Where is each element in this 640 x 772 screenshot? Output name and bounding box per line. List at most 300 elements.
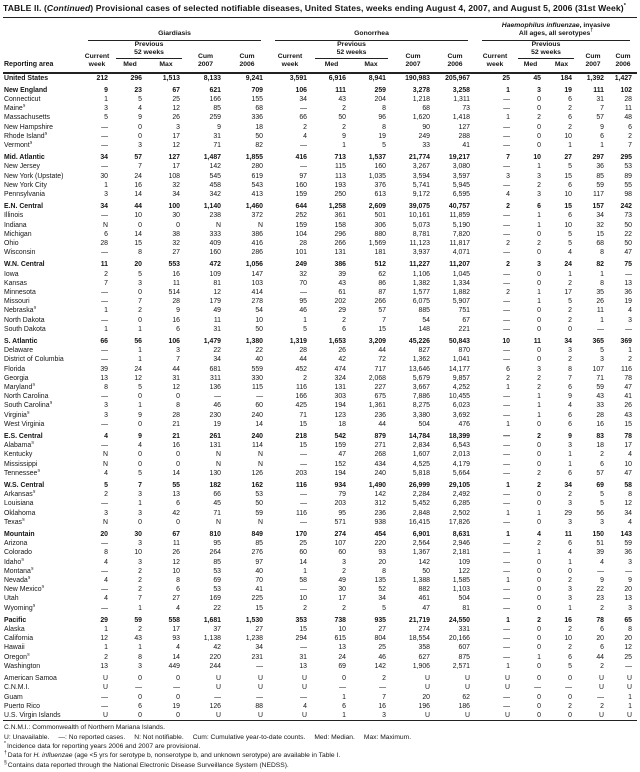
value-cell: 2	[568, 105, 572, 113]
reporting-area-cell: Mountain	[4, 531, 35, 539]
value-cell: 5	[104, 482, 108, 490]
value-cell: N	[258, 460, 263, 468]
value-cell: 288	[458, 132, 470, 140]
reporting-area-cell: Utah	[4, 595, 19, 603]
value-cell: 181	[374, 249, 386, 257]
value-cell: 158	[334, 221, 346, 229]
reporting-area-cell: West Virginia	[4, 420, 45, 428]
value-cell: 170	[295, 531, 307, 539]
value-cell: 11	[100, 261, 108, 269]
table-row	[3, 594, 637, 603]
value-cell: 2	[138, 307, 142, 315]
value-cell: 31	[299, 653, 307, 661]
reporting-area-cell: Idaho§	[4, 557, 24, 566]
value-cell: 11,817	[449, 239, 470, 247]
value-cell: 8,133	[203, 74, 221, 82]
value-cell: 8	[176, 577, 180, 585]
reporting-area-cell: Florida	[4, 365, 26, 373]
reporting-area-cell: Wyoming§	[4, 603, 36, 612]
value-cell: 571	[334, 518, 346, 526]
value-cell: —	[101, 249, 108, 257]
value-cell: 0	[537, 325, 541, 333]
value-cell: 2	[342, 123, 346, 131]
value-cell: 2,181	[452, 549, 470, 557]
reporting-area-cell: Connecticut	[4, 95, 41, 103]
weeks52-label: 52 weeks	[134, 48, 164, 56]
reporting-area-cell: C.N.M.I.	[4, 684, 30, 692]
value-cell: 49	[213, 307, 221, 315]
value-cell: 3	[537, 365, 541, 373]
value-cell: 10	[338, 626, 346, 634]
value-cell: 0	[537, 442, 541, 450]
table-row	[3, 702, 637, 711]
value-cell: 26	[172, 549, 180, 557]
value-cell: 240	[251, 433, 263, 441]
value-cell: 1,460	[245, 203, 263, 211]
value-cell: 1,218	[412, 95, 430, 103]
value-cell: 23	[134, 86, 142, 94]
value-cell: 1	[342, 693, 346, 701]
value-cell: 1	[506, 384, 510, 391]
value-cell: U	[103, 675, 108, 683]
value-cell: 0	[537, 518, 541, 526]
value-cell: 60	[299, 549, 307, 557]
value-cell: 25	[172, 95, 180, 103]
value-cell: 15	[134, 239, 142, 247]
value-cell: 4	[303, 702, 307, 710]
table-row	[3, 346, 637, 355]
value-cell: 4	[628, 307, 632, 315]
value-cell: 3,667	[412, 384, 430, 391]
value-cell: 558	[168, 616, 180, 624]
giardiasis-current-week-header	[81, 41, 113, 73]
hinfluenzae-group-header	[475, 17, 637, 41]
value-cell: 13	[100, 662, 108, 670]
value-cell: 205,967	[445, 74, 470, 82]
value-cell: 19	[624, 298, 632, 306]
value-cell: 0	[138, 316, 142, 324]
value-cell: 60	[255, 402, 263, 410]
value-cell: 1,681	[203, 616, 221, 624]
reporting-area-cell: Virginia§	[4, 410, 30, 419]
value-cell: 126	[209, 702, 221, 710]
value-cell: 60	[338, 549, 346, 557]
value-cell: 3	[104, 105, 108, 113]
value-cell: 2	[138, 577, 142, 585]
reporting-area-cell: Iowa	[4, 270, 19, 278]
table-row	[3, 325, 637, 334]
value-cell: —	[503, 95, 510, 103]
footnote-legend	[4, 733, 636, 742]
value-cell: 142	[418, 558, 430, 566]
value-cell: 53	[624, 163, 632, 171]
value-cell: 102	[620, 86, 632, 94]
value-cell: 27	[172, 249, 180, 257]
value-cell: 0	[537, 604, 541, 612]
value-cell: —	[135, 684, 142, 692]
value-cell: 0	[537, 279, 541, 287]
nedss-footnote-marker: §	[26, 652, 30, 658]
value-cell: 160	[295, 181, 307, 189]
value-cell: —	[503, 132, 510, 140]
reporting-area-cell: New York City	[4, 181, 47, 189]
value-cell: 312	[374, 500, 386, 508]
value-cell: 0	[138, 420, 142, 428]
value-cell: 1	[104, 325, 108, 333]
value-cell: 3	[600, 518, 604, 526]
value-cell: 875	[458, 653, 470, 661]
value-cell: 1	[104, 626, 108, 634]
value-cell: 8	[382, 123, 386, 131]
nedss-footnote-marker: §	[41, 585, 45, 590]
reporting-area-cell: Maryland§	[4, 383, 36, 391]
value-cell: 5	[600, 491, 604, 499]
value-cell: 1,513	[162, 74, 180, 82]
value-cell: 6,075	[412, 298, 430, 306]
value-cell: 3	[628, 558, 632, 566]
value-cell: 0	[546, 711, 577, 721]
value-cell: —	[503, 469, 510, 477]
value-cell: 31	[213, 325, 221, 333]
value-cell: —	[503, 270, 510, 278]
reporting-area-cell: Arkansas§	[4, 490, 36, 499]
year-2007-label: 2007	[405, 60, 421, 68]
nedss-footnote-marker: §	[31, 441, 34, 446]
value-cell: 3,258	[452, 86, 470, 94]
value-cell: 15	[624, 420, 632, 428]
value-cell: —	[339, 684, 346, 692]
table-row	[3, 374, 637, 383]
table-row	[3, 604, 637, 613]
reporting-area-cell: Pennsylvania	[4, 190, 45, 198]
value-cell: 6	[568, 95, 572, 103]
footnote-dagger	[4, 751, 636, 760]
value-cell: 5	[568, 239, 572, 247]
value-cell: 619	[251, 172, 263, 180]
star-marker: *	[4, 740, 6, 747]
value-cell: 7,820	[452, 230, 470, 238]
value-cell: 242	[620, 203, 632, 211]
legend-notifiable: N: Not notifiable.	[134, 733, 184, 741]
value-cell: 7	[382, 316, 386, 324]
hinfluenzae-rest-label: , invasive	[579, 21, 611, 29]
value-cell: 1	[537, 402, 541, 410]
value-cell: 2	[303, 604, 307, 612]
table-row	[3, 616, 637, 625]
table-row	[3, 576, 637, 585]
value-cell: 461	[418, 595, 430, 603]
value-cell: 1	[537, 221, 541, 229]
value-cell: 1	[506, 420, 510, 428]
value-cell: 331	[458, 626, 470, 634]
cum-label: Cum	[239, 52, 255, 60]
value-cell: 53	[255, 491, 263, 499]
value-cell: 7	[138, 298, 142, 306]
cum-label: Cum	[405, 52, 421, 60]
value-cell: 57	[134, 154, 142, 162]
value-cell: 50	[255, 500, 263, 508]
table-row	[3, 653, 637, 662]
value-cell: 297	[592, 154, 604, 162]
value-cell: 2	[537, 384, 541, 391]
value-cell: 458	[209, 181, 221, 189]
value-cell: 2	[537, 433, 541, 441]
value-cell: 2,013	[452, 451, 470, 459]
value-cell: 1,490	[368, 482, 386, 490]
reporting-area-cell: South Dakota	[4, 325, 46, 333]
value-cell: 59	[624, 540, 632, 548]
value-cell: 0	[568, 325, 572, 333]
value-cell: 43	[624, 411, 632, 419]
value-cell: —	[101, 212, 108, 220]
title-footnote-marker: *	[623, 3, 626, 10]
value-cell: 3,591	[289, 74, 307, 82]
hinfluenzae-subtitle-line	[482, 27, 630, 38]
table-row	[3, 401, 637, 410]
value-cell: 12	[172, 105, 180, 113]
value-cell: 220	[209, 653, 221, 661]
value-cell: 42	[213, 644, 221, 652]
value-cell: 2	[568, 702, 572, 710]
table-row	[3, 239, 637, 248]
value-cell: 85	[213, 558, 221, 566]
value-cell: U	[599, 684, 604, 692]
value-cell: 4,179	[452, 460, 470, 468]
value-cell: 336	[251, 114, 263, 122]
value-cell: 218	[295, 433, 307, 441]
value-cell: 88	[255, 702, 263, 710]
value-cell: 28	[299, 347, 307, 355]
value-cell: 6	[568, 540, 572, 548]
value-cell: 7	[176, 356, 180, 364]
value-cell: 1	[506, 531, 510, 539]
value-cell: 97	[299, 172, 307, 180]
value-cell: 47	[624, 384, 632, 391]
value-cell: 2	[628, 132, 632, 140]
table-row	[3, 548, 637, 557]
value-cell: 20,166	[448, 635, 470, 643]
value-cell: —	[625, 567, 632, 575]
value-cell: 3	[138, 509, 142, 517]
gonorrhea-current-week-header	[268, 41, 312, 73]
value-cell: 1	[104, 95, 108, 103]
value-cell: 2	[568, 356, 572, 364]
value-cell: 1,361	[368, 402, 386, 410]
value-cell: 61	[338, 288, 346, 296]
table-row	[3, 634, 637, 643]
value-cell: 8	[176, 402, 180, 410]
value-cell: 16	[172, 270, 180, 278]
value-cell: 96	[378, 114, 386, 122]
current-label: Current	[84, 52, 110, 60]
value-cell: 107	[334, 540, 346, 548]
value-cell: 70	[299, 279, 307, 287]
legend-med: Med: Median.	[314, 733, 355, 741]
value-cell: 43	[134, 635, 142, 643]
value-cell: —	[300, 518, 307, 526]
value-cell: 3,597	[452, 172, 470, 180]
value-cell: 1	[506, 662, 510, 670]
value-cell: 278	[251, 298, 263, 306]
value-cell: 2	[506, 203, 510, 211]
value-cell: 24	[134, 365, 142, 373]
value-cell: 15	[564, 203, 572, 211]
value-cell: N	[103, 221, 108, 229]
value-cell: 69	[338, 662, 346, 670]
value-cell: 1	[537, 509, 541, 517]
value-cell: 0	[537, 577, 541, 585]
value-cell: —	[503, 635, 510, 643]
table-row	[3, 585, 637, 594]
value-cell: 10,161	[408, 212, 430, 220]
value-cell: 1,388	[412, 577, 430, 585]
value-cell: U	[627, 675, 632, 683]
value-cell: 2	[506, 288, 510, 296]
value-cell: —	[503, 163, 510, 171]
value-cell: 46	[213, 402, 221, 410]
value-cell: 20	[100, 531, 108, 539]
value-cell: N	[216, 451, 221, 459]
value-cell: 11	[624, 105, 632, 113]
value-cell: 2	[568, 279, 572, 287]
value-cell: 3,209	[368, 337, 386, 345]
value-cell: 131	[209, 442, 221, 450]
value-cell: 6	[568, 411, 572, 419]
value-cell: 5,818	[412, 469, 430, 477]
value-cell: 240	[374, 469, 386, 477]
value-cell: 8	[600, 249, 604, 257]
value-cell: 1	[537, 549, 541, 557]
value-cell: 369	[620, 337, 632, 345]
value-cell: N	[103, 460, 108, 468]
value-cell: 0	[568, 693, 572, 701]
value-cell: 5	[382, 604, 386, 612]
value-cell: 59	[134, 616, 142, 624]
legend-unavailable: U: Unavailable.	[4, 733, 50, 741]
value-cell: 15	[299, 626, 307, 634]
value-cell: 65	[624, 616, 632, 624]
value-cell: 6	[568, 384, 572, 391]
value-cell: 5	[568, 662, 572, 670]
value-cell: 4	[568, 249, 572, 257]
value-cell: 43	[596, 393, 604, 401]
value-cell: 6,901	[412, 531, 430, 539]
value-cell: 644	[295, 203, 307, 211]
value-cell: 342	[209, 190, 221, 198]
reporting-area-cell: Michigan	[4, 230, 32, 238]
value-cell: 2	[382, 675, 386, 683]
value-cell: —	[597, 325, 604, 333]
value-cell: 16	[596, 420, 604, 428]
value-cell: 126	[251, 469, 263, 477]
value-cell: 40,757	[448, 203, 470, 211]
value-cell: 1	[312, 711, 351, 721]
value-cell: 3	[568, 442, 572, 450]
value-cell: 504	[458, 595, 470, 603]
value-cell: 3	[537, 261, 541, 269]
value-cell: 0	[176, 675, 180, 683]
value-cell: 0	[138, 393, 142, 401]
value-cell: 6	[138, 702, 142, 710]
value-cell: 2	[568, 307, 572, 315]
value-cell: 3	[568, 518, 572, 526]
value-cell: —	[625, 662, 632, 670]
value-cell: 11,123	[409, 239, 430, 247]
value-cell: 3	[104, 509, 108, 517]
value-cell: 12	[213, 288, 221, 296]
value-cell: 6	[104, 230, 108, 238]
table-row	[3, 86, 637, 95]
value-cell: 58	[624, 482, 632, 490]
value-cell: 1	[537, 653, 541, 661]
value-cell: —	[101, 132, 108, 140]
value-cell: 0	[138, 221, 142, 229]
value-cell: —	[300, 644, 307, 652]
value-cell: 9	[138, 114, 142, 122]
value-cell: 67	[172, 86, 180, 94]
value-cell: 681	[209, 365, 221, 373]
value-cell: U	[103, 684, 108, 692]
value-cell: 39	[596, 549, 604, 557]
value-cell: 1	[600, 141, 604, 149]
value-cell: 24,550	[448, 616, 470, 624]
reporting-area-cell: Oregon§	[4, 652, 30, 661]
value-cell: 1,427	[614, 74, 632, 82]
hinfluenzae-max-header: Max	[546, 59, 577, 73]
value-cell: 6,285	[452, 500, 470, 508]
value-cell: 1	[506, 114, 510, 122]
value-cell: 1	[537, 212, 541, 220]
value-cell: 115	[252, 384, 263, 391]
value-cell: 1	[506, 482, 510, 490]
value-cell: —	[503, 460, 510, 468]
value-cell: 6,023	[452, 402, 470, 410]
value-cell: —	[101, 604, 108, 612]
value-cell: —	[503, 644, 510, 652]
value-cell: 48	[624, 114, 632, 122]
value-cell: 21	[172, 420, 180, 428]
cum-label: Cum	[615, 52, 631, 60]
value-cell: 0	[537, 662, 541, 670]
value-cell: 95	[299, 298, 307, 306]
value-cell: 24	[134, 172, 142, 180]
value-cell: U	[577, 711, 609, 721]
value-cell: 14	[172, 653, 180, 661]
value-cell: 1,103	[452, 586, 470, 594]
value-cell: 0	[537, 249, 541, 257]
giardiasis-med-header: Med	[113, 59, 147, 73]
value-cell: —	[503, 567, 510, 575]
footnote-star	[4, 742, 636, 751]
value-cell: 42	[338, 356, 346, 364]
value-cell: 2	[568, 123, 572, 131]
week-label: week	[88, 60, 106, 68]
value-cell: 6	[568, 114, 572, 122]
value-cell: 5,945	[452, 181, 470, 189]
value-cell: 18	[596, 442, 604, 450]
value-cell: 386	[334, 261, 346, 269]
value-cell: 194	[334, 469, 346, 477]
value-cell: —	[503, 221, 510, 229]
value-cell: 34	[100, 203, 108, 211]
value-cell: 17	[338, 595, 346, 603]
value-cell: 2	[600, 451, 604, 459]
value-cell: 5	[382, 141, 386, 149]
value-cell: 0	[537, 644, 541, 652]
value-cell: 12	[172, 384, 180, 391]
value-cell: —	[503, 123, 510, 131]
value-cell: 16	[564, 616, 572, 624]
